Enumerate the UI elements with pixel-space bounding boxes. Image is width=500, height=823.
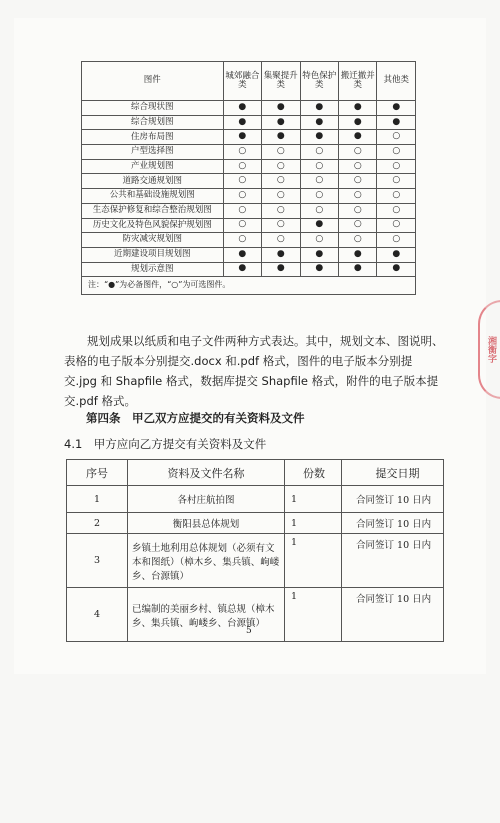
table-row [82,174,416,189]
header-name: 资料及文件名称 [128,460,285,486]
drawing-name: 道路交通规划图 [82,174,224,189]
requirement-mark: ○ [223,189,261,204]
requirement-mark: ○ [300,174,338,189]
table-row [82,262,416,277]
table-row [67,486,444,513]
table-row [67,588,444,642]
page-number: 5 [246,626,252,636]
table-row [82,145,416,160]
requirement-mark: ○ [377,159,416,174]
requirement-mark: ○ [377,130,416,145]
drawing-name: 产业规划图 [82,159,224,174]
requirement-mark: ○ [223,159,261,174]
requirement-mark: ● [377,247,416,262]
requirement-mark: ● [300,218,338,233]
requirement-mark: ○ [339,174,377,189]
requirement-mark: ○ [377,145,416,160]
drawing-name: 生态保护修复和综合整治规划图 [82,203,224,218]
table-row [67,513,444,534]
requirement-mark: ○ [339,218,377,233]
requirement-mark: ○ [223,218,261,233]
requirement-mark: ○ [262,203,300,218]
requirement-mark: ○ [300,159,338,174]
requirement-mark: ● [339,262,377,277]
requirement-mark: ● [300,247,338,262]
row-date: 合同签订 10 日内 [342,513,444,534]
drawing-name: 综合规划图 [82,115,224,130]
requirement-mark: ○ [300,145,338,160]
table-row [82,203,416,218]
row-no: 2 [67,513,128,534]
row-count: 1 [285,513,342,534]
requirement-mark: ● [223,247,261,262]
requirement-mark: ● [300,262,338,277]
requirement-mark: ○ [300,203,338,218]
files-table-header [67,460,444,486]
row-count: 1 [285,534,342,588]
header-no: 序号 [67,460,128,486]
requirement-mark: ○ [300,233,338,248]
category-table-header [82,62,416,101]
table-row [67,534,444,588]
header-feature: 特色保护类 [300,62,338,101]
requirement-mark: ○ [262,218,300,233]
drawing-category-table [81,61,416,295]
table-note: 注：“●”为必备图件，“○”为可选图件。 [82,277,416,295]
requirement-mark: ○ [223,203,261,218]
requirement-mark: ● [262,130,300,145]
requirement-mark: ● [377,101,416,116]
requirement-mark: ○ [377,189,416,204]
requirement-mark: ○ [223,174,261,189]
requirement-mark: ● [223,262,261,277]
table-row [82,218,416,233]
drawing-name: 综合现状图 [82,101,224,116]
header-suburban: 城郊融合类 [223,62,261,101]
requirement-mark: ● [339,130,377,145]
requirement-mark: ○ [262,159,300,174]
requirement-mark: ○ [377,233,416,248]
row-name: 各村庄航拍图 [128,486,285,513]
drawing-name: 住房布局图 [82,130,224,145]
requirement-mark: ● [300,115,338,130]
requirement-mark: ○ [377,203,416,218]
requirement-mark: ○ [300,189,338,204]
requirement-mark: ● [300,101,338,116]
requirement-mark: ● [262,247,300,262]
stamp-text: 湘衡字 [486,336,496,363]
requirement-mark: ○ [262,233,300,248]
requirement-mark: ● [377,262,416,277]
drawing-name: 户型选择图 [82,145,224,160]
requirement-mark: ● [223,130,261,145]
requirement-mark: ○ [262,189,300,204]
table-row [82,159,416,174]
requirement-mark: ● [262,101,300,116]
requirement-mark: ● [377,115,416,130]
row-date: 合同签订 10 日内 [342,534,444,588]
header-date: 提交日期 [342,460,444,486]
table-row [82,101,416,116]
row-name: 衡阳县总体规划 [128,513,285,534]
requirement-mark: ○ [223,145,261,160]
row-no: 1 [67,486,128,513]
output-format-paragraph: 规划成果以纸质和电子文件两种方式表达。其中，规划文本、图说明、表格的电子版本分别提交.docx 和.pdf 格式，图件的电子版本分别提交.jpg 和 Shapfile 格式，数据库提交 Shapfile 格式，附件的电子版本提交.pdf 格式。 [64,334,444,408]
table-row [82,233,416,248]
row-no: 3 [67,534,128,588]
requirement-mark: ○ [339,203,377,218]
requirement-mark: ○ [223,233,261,248]
table-row [82,115,416,130]
header-cluster: 集聚提升类 [262,62,300,101]
requirement-mark: ● [339,247,377,262]
requirement-mark: ○ [262,145,300,160]
requirement-mark: ● [262,115,300,130]
row-date: 合同签订 10 日内 [342,588,444,642]
files-table [66,459,444,642]
red-seal-stamp [478,300,500,399]
requirement-mark: ● [339,115,377,130]
requirement-mark: ○ [339,145,377,160]
drawing-name: 历史文化及特色风貌保护规划图 [82,218,224,233]
requirement-mark: ○ [339,233,377,248]
requirement-mark: ○ [339,189,377,204]
requirement-mark: ● [262,262,300,277]
requirement-mark: ○ [262,174,300,189]
header-other: 其他类 [377,62,416,101]
requirement-mark: ● [300,130,338,145]
table-note-row [82,277,416,295]
subsection-4-1: 4.1 甲方应向乙方提交有关资料及文件 [64,437,267,451]
drawing-name: 公共和基础设施规划图 [82,189,224,204]
row-date: 合同签订 10 日内 [342,486,444,513]
drawing-name: 防灾减灾规划图 [82,233,224,248]
requirement-mark: ○ [377,174,416,189]
requirement-mark: ○ [339,159,377,174]
drawing-name: 规划示意图 [82,262,224,277]
row-no: 4 [67,588,128,642]
header-drawing: 图件 [82,62,224,101]
table-row [82,130,416,145]
table-row [82,189,416,204]
row-count: 1 [285,588,342,642]
table-row [82,247,416,262]
article-four-title: 第四条 甲乙双方应提交的有关资料及文件 [86,411,305,425]
row-count: 1 [285,486,342,513]
header-relocation: 搬迁撤并类 [339,62,377,101]
requirement-mark: ○ [377,218,416,233]
requirement-mark: ● [339,101,377,116]
drawing-name: 近期建设项目规划图 [82,247,224,262]
header-count: 份数 [285,460,342,486]
requirement-mark: ● [223,115,261,130]
row-name: 乡镇土地利用总体规划（必须有文本和图纸）（樟木乡、集兵镇、岣嵝乡、台源镇） [128,534,285,588]
requirement-mark: ● [223,101,261,116]
row-name: 已编制的美丽乡村、镇总规（樟木乡、集兵镇、岣嵝乡、台源镇） [128,588,285,642]
